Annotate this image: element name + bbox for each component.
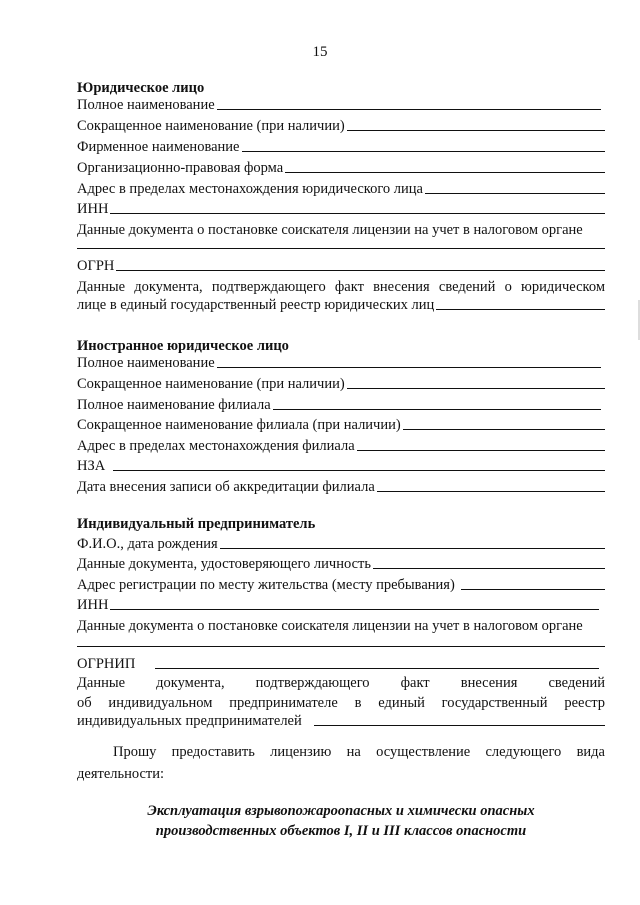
legal-full-name-row (77, 95, 605, 114)
legal-egrul-doc-row (77, 295, 605, 314)
foreign-short-name-row (77, 374, 605, 393)
legal-address-field[interactable] (425, 193, 605, 194)
ip-fio-row (77, 534, 605, 553)
ip-reg-address-field[interactable] (461, 589, 605, 590)
legal-ogrn-row (77, 256, 605, 275)
ip-inn-row (77, 595, 605, 614)
legal-inn-field[interactable] (110, 213, 605, 214)
request-paragraph (77, 741, 605, 785)
legal-ogrn-field[interactable] (116, 270, 605, 271)
foreign-full-name-label: Полное наименование (77, 355, 215, 371)
ip-ogrnip-field[interactable] (155, 668, 599, 669)
legal-egrul-doc-line1: Данные документа, подтверждающего факт внесения сведений о юридическом (77, 279, 605, 295)
accreditation-date-row (77, 477, 605, 496)
legal-ogrn-label: ОГРН (77, 258, 115, 274)
legal-egrul-doc-label: лице в единый государственный реестр юридических лиц (77, 297, 435, 313)
ip-egrip-doc-line2: об индивидуальном предпринимателе в единый государственный реестр (77, 695, 605, 711)
nza-row (77, 456, 605, 475)
legal-inn-row (77, 199, 605, 218)
legal-form-field[interactable] (285, 172, 605, 173)
ip-id-doc-row (77, 554, 605, 573)
legal-full-name-label: Полное наименование (77, 97, 215, 113)
ip-egrip-doc-label: индивидуальных предпринимателей (77, 713, 302, 729)
ip-inn-field[interactable] (110, 609, 599, 610)
ip-fio-field[interactable] (220, 548, 605, 549)
legal-form-label: Организационно-правовая форма (77, 160, 284, 176)
branch-short-name-field[interactable] (403, 429, 605, 430)
ip-tax-doc-row (77, 616, 605, 635)
foreign-full-name-field[interactable] (217, 367, 601, 368)
ip-fio-label: Ф.И.О., дата рождения (77, 536, 218, 552)
branch-address-row (77, 436, 605, 455)
request-text: Прошу предоставить лицензию на осуществление следующего вида деятельности: (77, 744, 605, 782)
foreign-entity-title: Иностранное юридическое лицо (77, 338, 289, 354)
ip-reg-address-label: Адрес регистрации по месту жительства (месту пребывания) (77, 577, 455, 593)
ip-egrip-doc-line1: Данные документа, подтверждающего факт внесения сведений (77, 675, 605, 691)
legal-tax-doc-row (77, 220, 605, 239)
ip-ogrnip-row (77, 654, 605, 673)
legal-short-name-row (77, 116, 605, 135)
ip-id-doc-label: Данные документа, удостоверяющего личность (77, 556, 371, 572)
legal-entity-title: Юридическое лицо (77, 80, 205, 96)
legal-brand-name-row (77, 137, 605, 156)
legal-inn-label: ИНН (77, 201, 109, 217)
legal-form-row (77, 158, 605, 177)
branch-address-field[interactable] (357, 450, 605, 451)
page-number: 15 (312, 44, 328, 60)
accreditation-date-field[interactable] (377, 491, 605, 492)
legal-brand-name-label: Фирменное наименование (77, 139, 240, 155)
ip-tax-doc-field[interactable] (77, 646, 605, 647)
ip-tax-doc-label: Данные документа о постановке соискателя лицензии на учет в налоговом органе (77, 618, 583, 634)
legal-address-row (77, 179, 605, 198)
ip-ogrnip-label: ОГРНИП (77, 656, 136, 672)
nza-field[interactable] (113, 470, 605, 471)
ip-inn-label: ИНН (77, 597, 109, 613)
legal-short-name-label: Сокращенное наименование (при наличии) (77, 118, 345, 134)
ip-egrip-doc-field[interactable] (314, 725, 605, 726)
legal-full-name-field[interactable] (217, 109, 601, 110)
legal-brand-name-field[interactable] (242, 151, 606, 152)
foreign-full-name-row (77, 353, 605, 372)
legal-egrul-doc-field[interactable] (436, 309, 605, 310)
branch-short-name-row (77, 415, 605, 434)
nza-label: НЗА (77, 458, 106, 474)
legal-short-name-field[interactable] (347, 130, 605, 131)
legal-address-label: Адрес в пределах местонахождения юридического лица (77, 181, 423, 197)
branch-address-label: Адрес в пределах местонахождения филиала (77, 438, 355, 454)
accreditation-date-label: Дата внесения записи об аккредитации филиала (77, 479, 375, 495)
branch-short-name-label: Сокращенное наименование филиала (при наличии) (77, 417, 401, 433)
legal-tax-doc-label: Данные документа о постановке соискателя лицензии на учет в налоговом органе (77, 222, 583, 238)
branch-full-name-label: Полное наименование филиала (77, 397, 271, 413)
foreign-short-name-label: Сокращенное наименование (при наличии) (77, 376, 345, 392)
legal-tax-doc-field[interactable] (77, 248, 605, 249)
ip-egrip-doc-row (77, 711, 605, 730)
branch-full-name-field[interactable] (273, 409, 601, 410)
ip-reg-address-row (77, 575, 605, 594)
ip-id-doc-field[interactable] (373, 568, 605, 569)
activity-line2: производственных объектов I, II и III классов опасности (155, 823, 527, 839)
individual-title: Индивидуальный предприниматель (77, 516, 316, 532)
foreign-short-name-field[interactable] (347, 388, 605, 389)
branch-full-name-row (77, 395, 605, 414)
activity-line1: Эксплуатация взрывопожароопасных и химически опасных (147, 803, 535, 819)
